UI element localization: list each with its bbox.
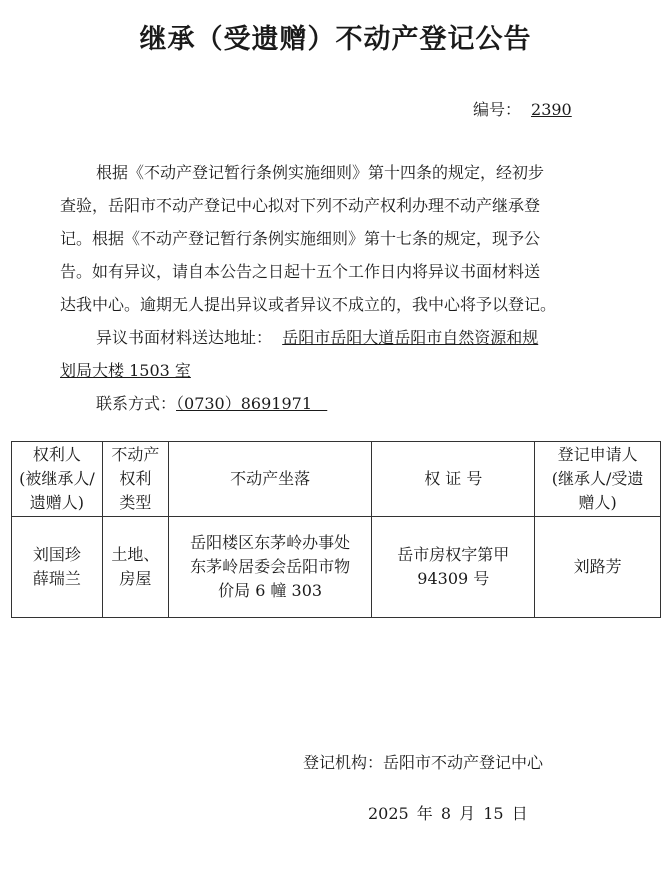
objection-address — [60, 321, 620, 354]
notice-number — [473, 97, 572, 120]
notice-body — [60, 156, 620, 420]
body-line: 查验，岳阳市不动产登记中心拟对下列不动产权利办理不动产继承登 — [60, 196, 541, 215]
contact-value: （0730）8691971 — [176, 394, 312, 413]
objection-address-value-1: 岳阳市岳阳大道岳阳市自然资源和规 — [282, 328, 539, 347]
objection-address-value-2: 划局大楼 1503 室 — [60, 361, 191, 380]
body-line: 告。如有异议，请自本公告之日起十五个工作日内将异议书面材料送 — [60, 262, 541, 281]
cell-holder: 刘国珍 薛瑞兰 — [12, 517, 103, 618]
objection-address-cont — [60, 354, 620, 387]
cell-applicant: 刘路芳 — [535, 517, 661, 618]
table-row — [12, 517, 661, 618]
contact-label: 联系方式： — [96, 394, 177, 413]
body-line: 根据《不动产登记暂行条例实施细则》第十四条的规定，经初步 — [96, 163, 545, 182]
cell-cert-number: 岳市房权字第甲 94309 号 — [372, 517, 535, 618]
header-right-type: 不动产 权利 类型 — [102, 442, 168, 517]
header-holder: 权利人 (被继承人/ 遗赠人) — [12, 442, 103, 517]
registration-authority: 登记机构：岳阳市不动产登记中心 — [303, 753, 544, 772]
number-label: 编号： — [473, 100, 522, 119]
header-applicant: 登记申请人 (继承人/受遗 赠人) — [535, 442, 661, 517]
contact-line — [60, 387, 620, 420]
objection-address-label: 异议书面材料送达地址： — [96, 328, 273, 347]
cell-right-type: 土地、 房屋 — [102, 517, 168, 618]
registration-table — [11, 441, 661, 618]
header-location: 不动产坐落 — [168, 442, 372, 517]
body-line: 记。根据《不动产登记暂行条例实施细则》第十七条的规定，现予公 — [60, 229, 541, 248]
cell-location: 岳阳楼区东茅岭办事处 东茅岭居委会岳阳市物 价局 6 幢 303 — [168, 517, 372, 618]
number-value: 2390 — [531, 100, 572, 119]
notice-title: 继承（受遗赠）不动产登记公告 — [139, 24, 532, 55]
header-cert-number: 权 证 号 — [372, 442, 535, 517]
notice-date: 2025 年 8 月 15 日 — [368, 804, 528, 823]
body-line: 达我中心。逾期无人提出异议或者异议不成立的，我中心将予以登记。 — [60, 295, 557, 314]
table-header-row — [12, 442, 661, 517]
